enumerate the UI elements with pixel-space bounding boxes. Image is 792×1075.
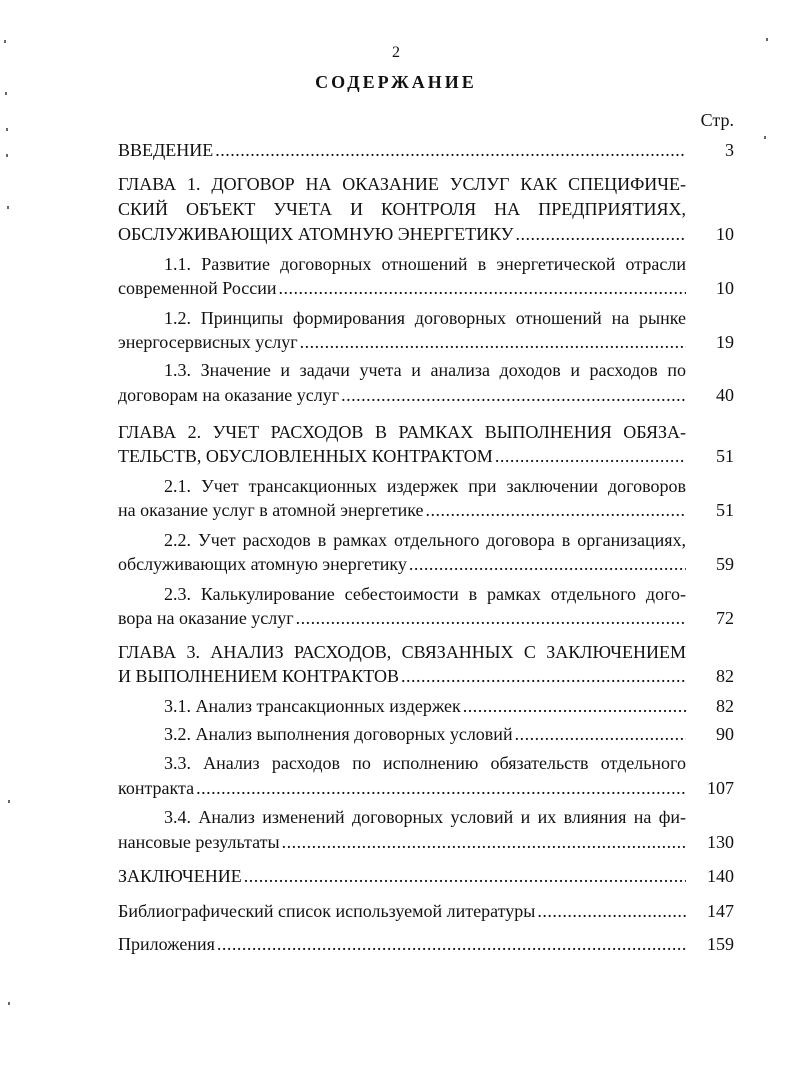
toc-line: контракта . . . (118, 776, 686, 800)
toc-line: нансовые результаты . . . (118, 830, 686, 854)
toc-page: 147 (707, 901, 734, 921)
toc-line: 1.3. Значение и задачи учета и анализа доходов и расходов по (164, 360, 686, 380)
scan-speck (6, 154, 8, 157)
toc-line: современной России . . . (118, 276, 686, 300)
toc-page: 51 (716, 446, 734, 466)
toc-page: 51 (716, 500, 734, 520)
toc-line: ГЛАВА 3. АНАЛИЗ РАСХОДОВ, СВЯЗАННЫХ С ЗАКЛЮЧЕНИЕМ (118, 642, 686, 662)
scan-speck (766, 38, 768, 41)
toc-page: 130 (707, 832, 734, 852)
toc-line: СКИЙ ОБЪЕКТ УЧЕТА И КОНТРОЛЯ НА ПРЕДПРИЯТИЯХ, (118, 199, 686, 219)
toc-line: 1.2. Принципы формирования договорных отношений на рынке (164, 308, 686, 328)
page-title: СОДЕРЖАНИЕ (315, 72, 477, 92)
toc-line: Приложения . . . (118, 932, 686, 956)
scan-speck (7, 206, 9, 209)
toc-line: ГЛАВА 2. УЧЕТ РАСХОДОВ В РАМКАХ ВЫПОЛНЕНИЯ ОБЯЗА- (118, 422, 686, 442)
toc-line: 2.1. Учет трансакционных издержек при заключении договоров (164, 476, 686, 496)
scan-speck (8, 1002, 10, 1005)
toc-page: 107 (707, 778, 734, 798)
toc-line: договорам на оказание услуг . . . (118, 383, 686, 407)
toc-page: 72 (716, 608, 734, 628)
toc-line: Библиографический список используемой литературы . . . (118, 899, 686, 923)
toc-line: ОБСЛУЖИВАЮЩИХ АТОМНУЮ ЭНЕРГЕТИКУ . . . (118, 222, 686, 246)
toc-line: 3.4. Анализ изменений договорных условий и их влияния на фи- (164, 807, 686, 827)
toc-page: 10 (716, 278, 734, 298)
toc-page: 82 (716, 666, 734, 686)
toc-line: ВВЕДЕНИЕ . . . (118, 138, 686, 162)
toc-line: ГЛАВА 1. ДОГОВОР НА ОКАЗАНИЕ УСЛУГ КАК СПЕЦИФИЧЕ- (118, 174, 686, 194)
toc-line: 2.3. Калькулирование себестоимости в рамках отдельного дого- (164, 584, 686, 604)
toc-line: 1.1. Развитие договорных отношений в энергетической отрасли (164, 254, 686, 274)
toc-page: 10 (716, 224, 734, 244)
scan-speck (8, 800, 10, 803)
toc-line: 2.2. Учет расходов в рамках отдельного договора в организациях, (164, 530, 686, 550)
toc-page: 159 (707, 934, 734, 954)
toc-page: 82 (716, 696, 734, 716)
toc-line: И ВЫПОЛНЕНИЕМ КОНТРАКТОВ . . . (118, 664, 686, 688)
toc-line: 3.1. Анализ трансакционных издержек . . . (118, 694, 686, 718)
scan-speck (4, 40, 6, 43)
toc-page: 19 (716, 332, 734, 352)
toc-line: 3.2. Анализ выполнения договорных условий . . . (118, 722, 686, 746)
toc-page: 40 (716, 385, 734, 405)
toc-page: 90 (716, 724, 734, 744)
toc-page: 140 (707, 866, 734, 886)
scan-speck (764, 136, 766, 139)
scan-speck (6, 128, 8, 131)
page-column-header: Стр. (700, 110, 734, 130)
toc-line: энергосервисных услуг . . . (118, 330, 686, 354)
scan-speck (5, 92, 7, 95)
toc-line: обслуживающих атомную энергетику . . . (118, 552, 686, 576)
toc-line: ТЕЛЬСТВ, ОБУСЛОВЛЕННЫХ КОНТРАКТОМ . . . (118, 444, 686, 468)
toc-page: 59 (716, 554, 734, 574)
toc-line: на оказание услуг в атомной энергетике . . . (118, 498, 686, 522)
page-number: 2 (392, 44, 400, 61)
toc-line: 3.3. Анализ расходов по исполнению обязательств отдельного (164, 753, 686, 773)
toc-line: ЗАКЛЮЧЕНИЕ . . . (118, 864, 686, 888)
toc-line: вора на оказание услуг . . . (118, 606, 686, 630)
toc-page: 3 (725, 140, 734, 160)
